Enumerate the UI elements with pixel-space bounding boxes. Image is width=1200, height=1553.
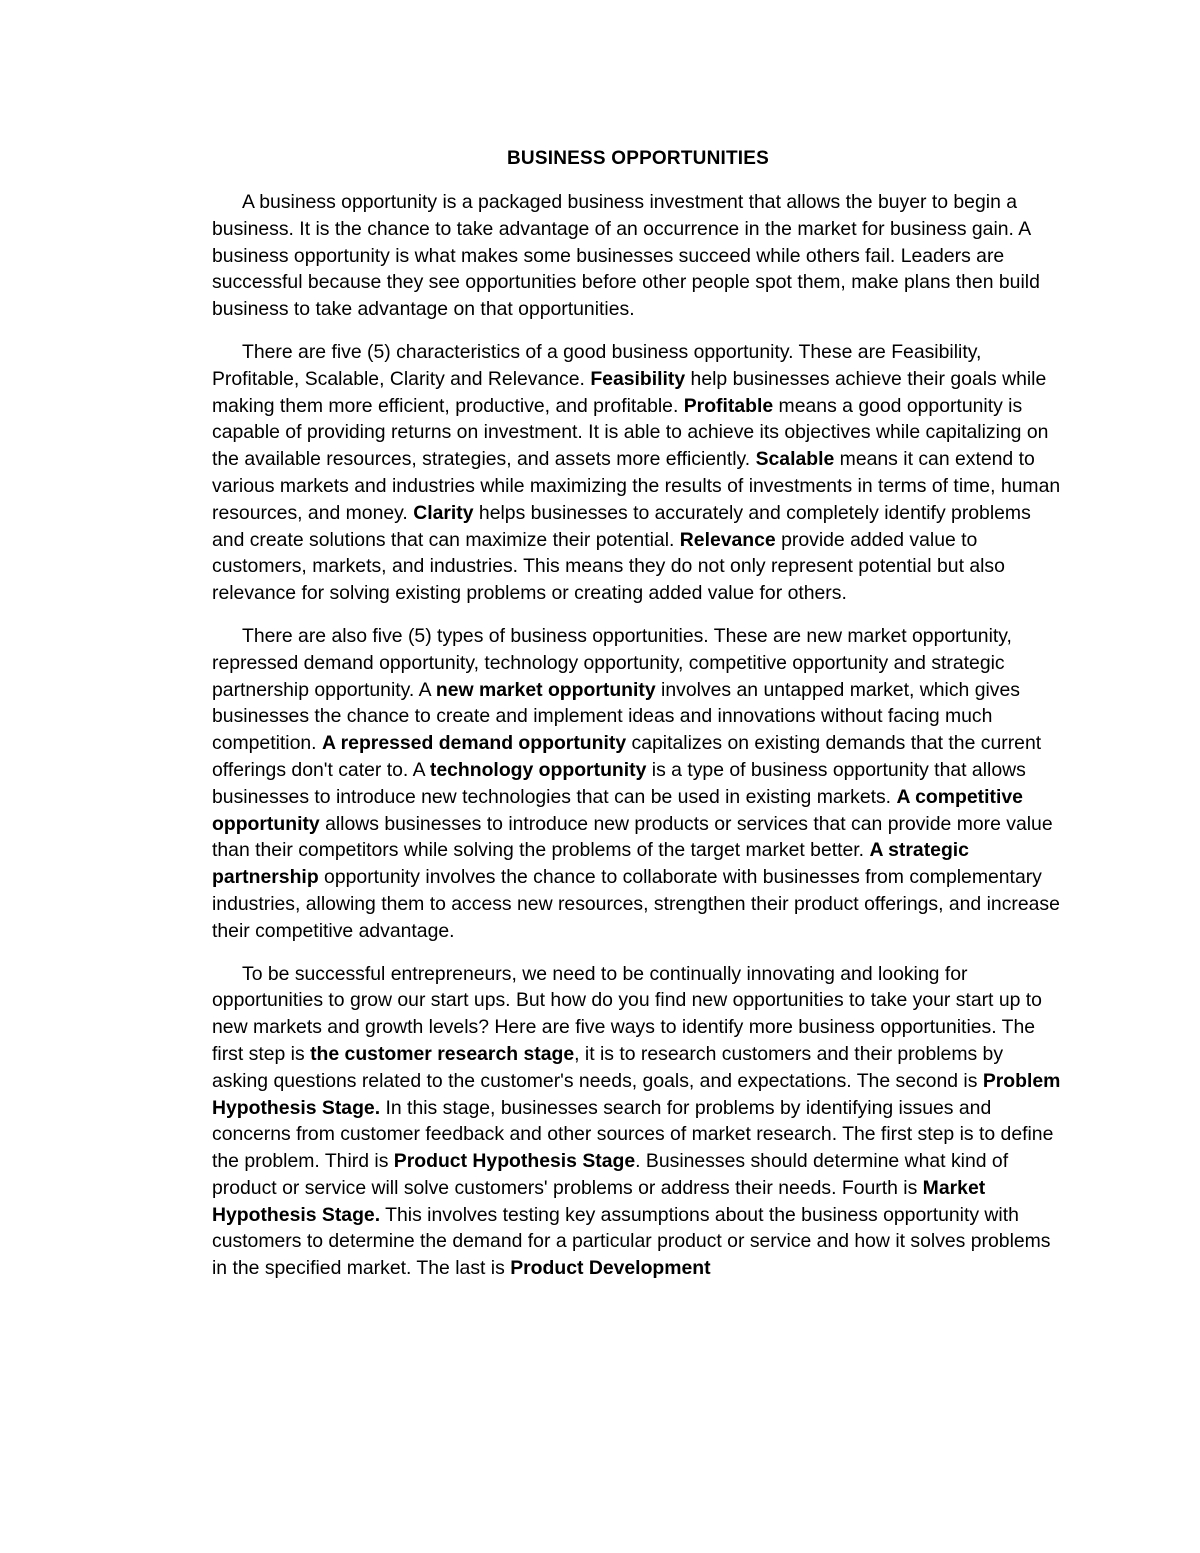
text-run: is a type of business opportunity that allows businesses to introduce new technologies that can be used in existing markets. [212, 758, 1026, 808]
text-run: means a good opportunity is capable of providing returns on investment. It is able to achieve its objectives while capitalizing on the available resources, strategies, and assets more efficiently. [212, 394, 1049, 471]
term-competitive-opportunity: A competitive opportunity [212, 785, 1023, 835]
term-problem-hypothesis-stage: Problem Hypothesis Stage. [212, 1069, 1061, 1119]
term-scalable: Scalable [755, 448, 835, 471]
term-repressed-demand-opportunity: A repressed demand opportunity [321, 732, 627, 755]
term-feasibility: Feasibility [590, 367, 686, 390]
text-run: In this stage, businesses search for problems by identifying issues and concerns from customer feedback and other sources of market research. The first step is to define the problem. Third is [212, 1096, 1054, 1173]
term-profitable: Profitable [683, 394, 774, 417]
text-run: means it can extend to various markets and industries while maximizing the results of investments in terms of time, human resources, and money. [212, 448, 1061, 524]
term-new-market-opportunity: new market opportunity [435, 678, 656, 701]
text-run: opportunity involves the chance to collaborate with businesses from complementary industries, allowing them to access new resources, strengthen their product offerings, and increase their competitive advantage. [212, 866, 1060, 942]
term-strategic-partnership: A strategic partnership [212, 839, 969, 889]
text-run: There are five (5) characteristics of a good business opportunity. These are Feasibility, Profitable, Scalable, Clarity and Relevance. [212, 340, 982, 390]
paragraph-characteristics [212, 339, 1064, 607]
document-title: BUSINESS OPPORTUNITIES [507, 148, 769, 169]
text-run: involves an untapped market, which gives businesses the chance to create and implement ideas and innovations without facing much competition. [212, 678, 1020, 755]
term-customer-research-stage: the customer research stage [310, 1042, 575, 1065]
text-run: capitalizes on existing demands that the current offerings don't cater to. A [212, 732, 1042, 781]
text-run: allows businesses to introduce new products or services that can provide more value than their competitors while solving the problems of the target market better. [212, 812, 1053, 862]
text-run: helps businesses to accurately and completely identify problems and create solutions that can maximize their potential. [212, 501, 1031, 551]
term-market-hypothesis-stage: Market Hypothesis Stage. [212, 1176, 986, 1226]
paragraph-identify-opportunities [212, 961, 1064, 1283]
text-run: A business opportunity is a packaged business investment that allows the buyer to begin a business. It is the chance to take advantage of an occurrence in the market for business gain. A business opportunity is what makes some businesses succeed while others fail. Leaders are successful because they see opportunities before other people spot them, make plans then build business to take advantage on that opportunities. [212, 191, 1040, 321]
text-run: To be successful entrepreneurs, we need to be continually innovating and looking for opportunities to grow our start ups. But how do you find new opportunities to take your start up to new markets and growth levels? Here are five ways to identify more business opportunities. The first step is [212, 962, 1042, 1065]
text-run: help businesses achieve their goals while making them more efficient, productive, and profitable. [212, 367, 1047, 417]
text-run: , it is to research customers and their problems by asking questions related to the customer's needs, goals, and expectations. The second is [212, 1042, 1004, 1092]
text-run: provide added value to customers, markets, and industries. This means they do not only represent potential but also relevance for solving existing problems or creating added value for others. [212, 528, 1005, 605]
term-relevance: Relevance [679, 528, 776, 551]
term-product-development: Product Development [510, 1257, 711, 1280]
document-body [212, 146, 1064, 1298]
text-run: This involves testing key assumptions about the business opportunity with customers to determine the demand for a particular product or service and how it solves problems in the specified market. The last is [212, 1203, 1051, 1280]
paragraph-types [212, 623, 1064, 945]
term-technology-opportunity: technology opportunity [429, 758, 647, 781]
text-run: . Businesses should determine what kind of product or service will solve customers' problems or address their needs. Fourth is [212, 1150, 1009, 1199]
text-run: There are also five (5) types of business opportunities. These are new market opportunity, repressed demand opportunity, technology opportunity, competitive opportunity and strategic partnership opportunity. A [212, 624, 1012, 701]
term-product-hypothesis-stage: Product Hypothesis Stage [393, 1150, 636, 1173]
paragraph-definition [212, 189, 1064, 323]
term-clarity: Clarity [413, 501, 474, 524]
